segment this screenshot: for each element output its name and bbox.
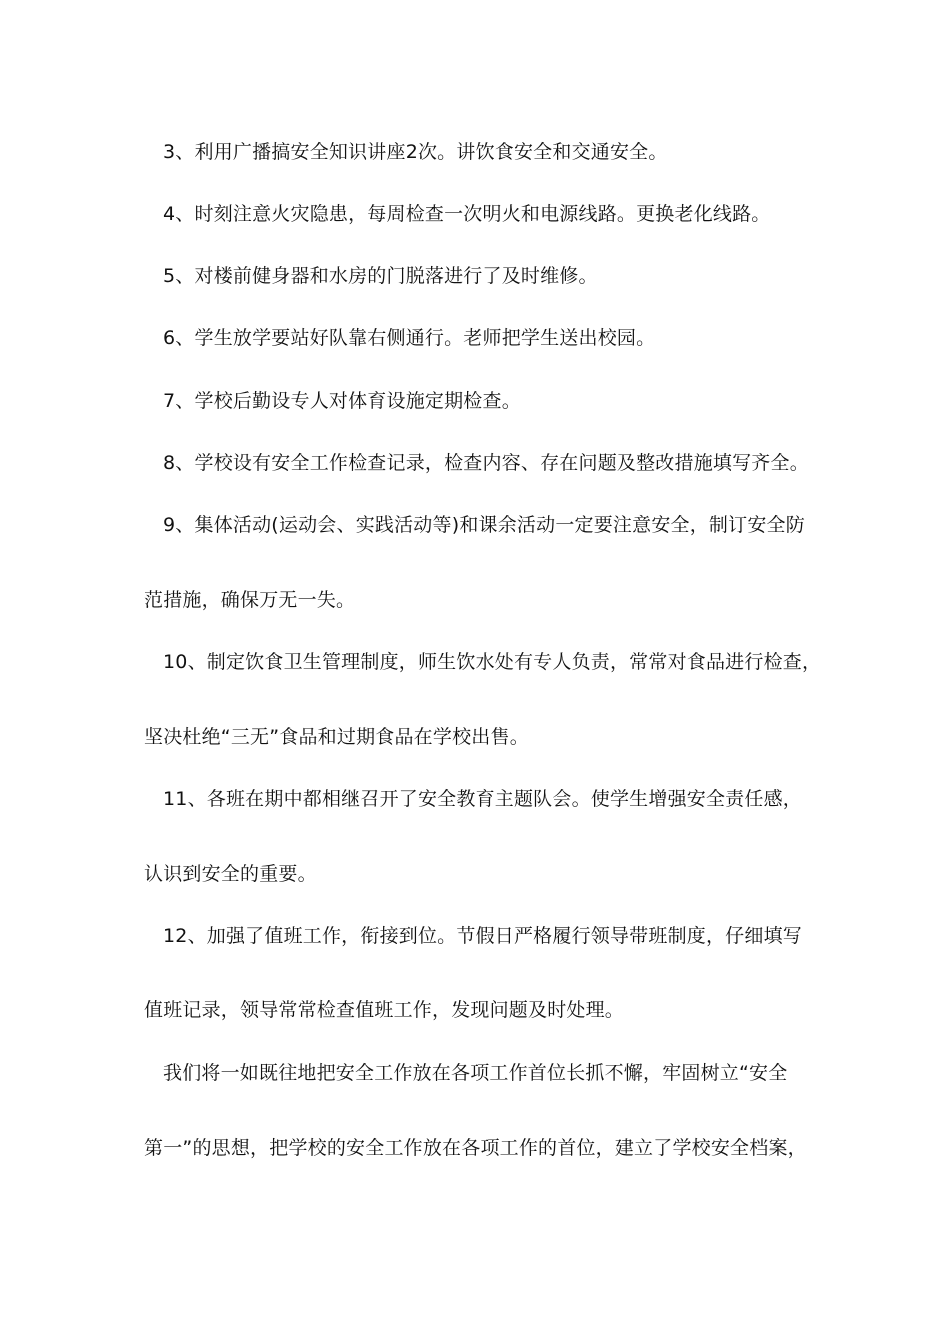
closing-paragraph-line-2: 第一”的思想，把学校的安全工作放在各项工作的首位，建立了学校安全档案，: [144, 1137, 807, 1159]
item-3-line: 3、利用广播搞安全知识讲座2次。讲饮食安全和交通安全。: [163, 141, 668, 163]
item-7-line: 7、学校后勤设专人对体育设施定期检查。: [163, 390, 521, 412]
item-12-line-1: 12、加强了值班工作，衔接到位。节假日严格履行领导带班制度，仔细填写: [163, 925, 802, 947]
item-9-line-1: 9、集体活动(运动会、实践活动等)和课余活动一定要注意安全，制订安全防: [163, 514, 805, 536]
item-8-line: 8、学校设有安全工作检查记录，检查内容、存在问题及整改措施填写齐全。: [163, 452, 809, 474]
item-12-line-2: 值班记录，领导常常检查值班工作，发现问题及时处理。: [144, 999, 625, 1021]
item-10-line-1: 10、制定饮食卫生管理制度，师生饮水处有专人负责，常常对食品进行检查，: [163, 651, 822, 673]
item-11-line-1: 11、各班在期中都相继召开了安全教育主题队会。使学生增强安全责任感，: [163, 788, 802, 810]
item-11-line-2: 认识到安全的重要。: [144, 863, 317, 885]
closing-paragraph-line-1: 我们将一如既往地把安全工作放在各项工作首位长抓不懈，牢固树立“安全: [163, 1062, 788, 1084]
item-6-line: 6、学生放学要站好队靠右侧通行。老师把学生送出校园。: [163, 327, 656, 349]
item-4-line: 4、时刻注意火灾隐患，每周检查一次明火和电源线路。更换老化线路。: [163, 203, 771, 225]
item-9-line-2: 范措施，确保万无一失。: [144, 589, 356, 611]
item-10-line-2: 坚决杜绝“三无”食品和过期食品在学校出售。: [144, 726, 529, 748]
item-5-line: 5、对楼前健身器和水房的门脱落进行了及时维修。: [163, 265, 598, 287]
